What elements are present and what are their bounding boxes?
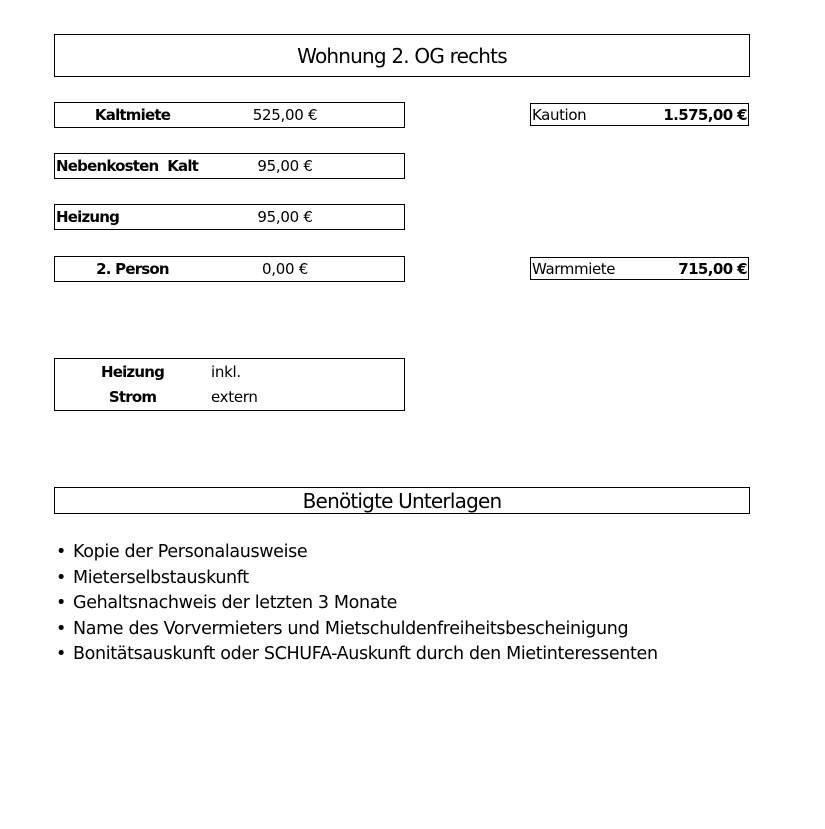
list-item-text: Mieterselbstauskunft: [73, 567, 249, 588]
bullet-icon: •: [56, 593, 66, 614]
warm-rent-box: [530, 257, 749, 280]
utility-power-row: [55, 388, 404, 410]
list-item: [56, 591, 658, 617]
cold-rent-value: 525,00 €: [252, 106, 318, 124]
documents-list: [56, 540, 658, 668]
deposit-box: [530, 103, 749, 126]
deposit-label: Kaution: [532, 106, 587, 124]
deposit-value: 1.575,00 €: [663, 106, 747, 124]
warm-rent-value: 715,00 €: [678, 260, 747, 278]
bullet-icon: •: [56, 618, 66, 639]
second-person-label: 2. Person: [96, 260, 169, 278]
list-item: [56, 642, 658, 668]
list-item: [56, 540, 658, 566]
heating-value: 95,00 €: [257, 208, 313, 226]
page-title-text: Wohnung 2. OG rechts: [297, 43, 507, 68]
utility-heating-value: inkl.: [211, 363, 241, 381]
second-person-value: 0,00 €: [262, 260, 308, 278]
utility-heating-label: Heizung: [100, 363, 165, 381]
list-item: [56, 566, 658, 592]
list-item-text: Gehaltsnachweis der letzten 3 Monate: [73, 593, 398, 614]
second-person-row: [54, 256, 405, 282]
additional-costs-value: 95,00 €: [257, 157, 313, 175]
documents-heading-text: Benötigte Unterlagen: [302, 488, 502, 513]
additional-costs-row: [54, 153, 405, 179]
heating-row: [54, 204, 405, 230]
bullet-icon: •: [56, 567, 66, 588]
warm-rent-label: Warmmiete: [532, 260, 616, 278]
cold-rent-row: [54, 102, 405, 128]
list-item: [56, 617, 658, 643]
list-item-text: Kopie der Personalausweise: [73, 542, 308, 562]
documents-heading: [54, 487, 750, 514]
page-title: [54, 34, 750, 77]
heating-label: Heizung: [56, 208, 120, 226]
list-item-text: Bonitätsauskunft oder SCHUFA-Auskunft durch den Mietinteressenten: [73, 644, 658, 665]
utilities-box: [54, 358, 405, 411]
utility-power-label: Strom: [108, 388, 157, 406]
bullet-icon: •: [56, 644, 66, 665]
utility-power-value: extern: [211, 388, 258, 406]
utility-heating-row: [55, 363, 404, 385]
cold-rent-label: Kaltmiete: [94, 106, 171, 124]
list-item-text: Name des Vorvermieters und Mietschuldenfreiheitsbescheinigung: [73, 618, 629, 639]
bullet-icon: •: [56, 542, 66, 562]
additional-costs-label: Nebenkosten Kalt: [56, 157, 199, 175]
